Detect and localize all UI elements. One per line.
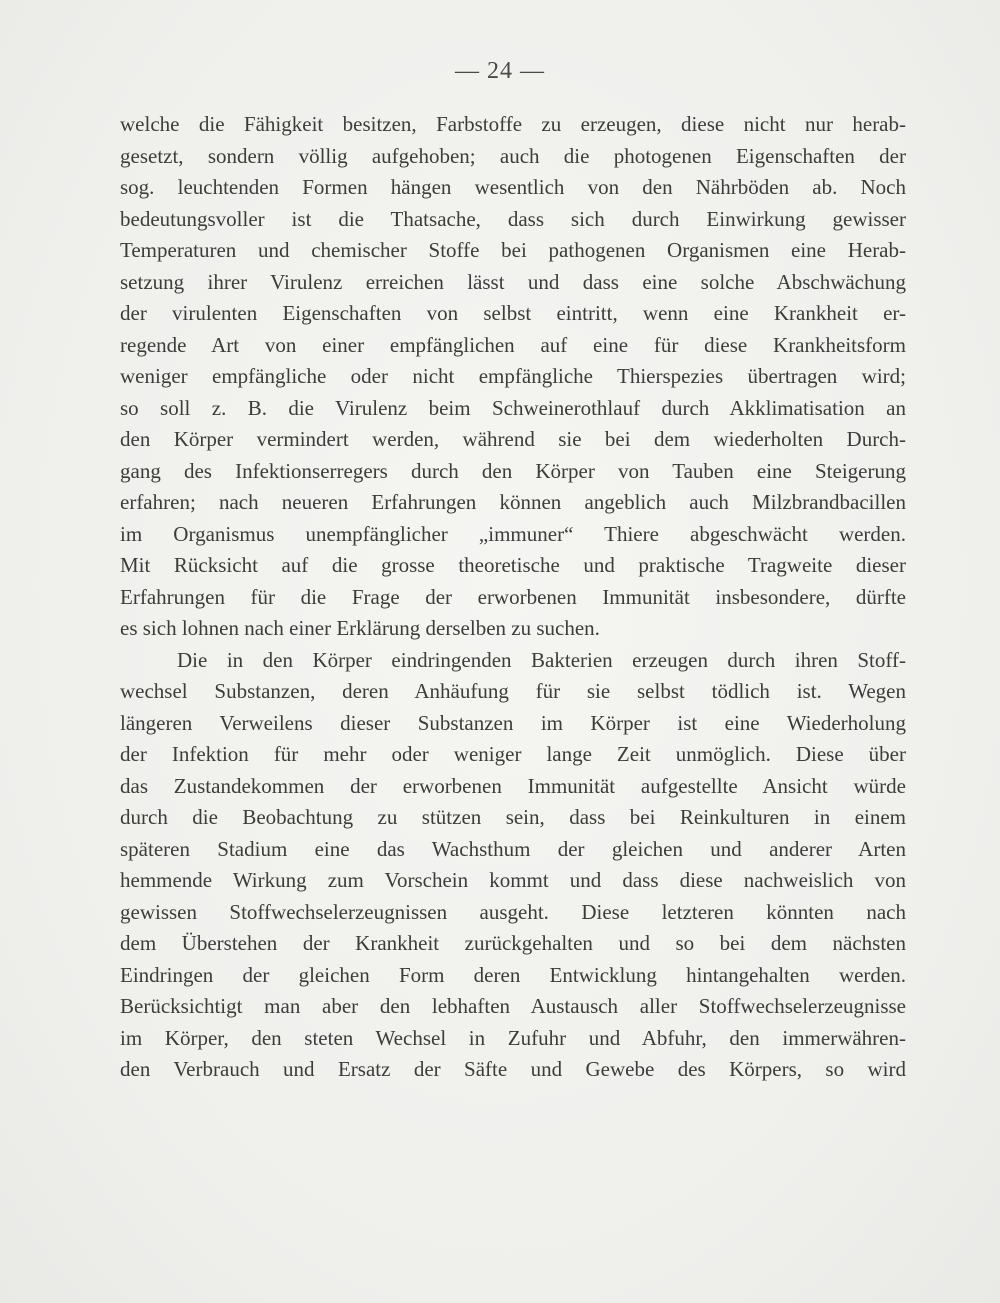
text-line: regende Art von einer empfänglichen auf eine für diese Krankheitsform	[120, 332, 906, 357]
text-line: der Infektion für mehr oder weniger lange Zeit unmöglich. Diese über	[120, 742, 906, 766]
paragraph-start-line: Die in den Körper eindringenden Bakterien erzeugen durch ihren Stoff-	[177, 647, 906, 672]
body-text	[120, 109, 906, 1086]
text-line: gesetzt, sondern völlig aufgehoben; auch die photogenen Eigenschaften der	[120, 143, 906, 168]
text-line: Eindringen der gleichen Form deren Entwicklung hintangehalten werden.	[120, 962, 906, 987]
text-line: den Körper vermindert werden, während sie bei dem wiederholten Durch-	[120, 427, 906, 451]
text-line: wechsel Substanzen, deren Anhäufung für sie selbst tödlich ist. Wegen	[120, 679, 906, 703]
text-line: der virulenten Eigenschaften von selbst eintritt, wenn eine Krankheit er-	[120, 301, 906, 325]
text-line: späteren Stadium eine das Wachsthum der gleichen und anderer Arten	[120, 836, 906, 861]
text-line: hemmende Wirkung zum Vorschein kommt und dass diese nachweislich von	[120, 868, 906, 892]
text-line: dem Überstehen der Krankheit zurückgehalten und so bei dem nächsten	[120, 931, 906, 955]
text-line: weniger empfängliche oder nicht empfängliche Thierspezies übertragen wird;	[120, 364, 906, 388]
text-line: Mit Rücksicht auf die grosse theoretische und praktische Tragweite dieser	[120, 553, 906, 577]
text-line: Temperaturen und chemischer Stoffe bei pathogenen Organismen eine Herab-	[120, 238, 906, 262]
text-line: im Organismus unempfänglicher „immuner“ Thiere abgeschwächt werden.	[120, 521, 906, 546]
text-line: welche die Fähigkeit besitzen, Farbstoffe zu erzeugen, diese nicht nur herab-	[120, 112, 906, 136]
text-line: den Verbrauch und Ersatz der Säfte und Gewebe des Körpers, so wird	[120, 1057, 906, 1081]
text-line: setzung ihrer Virulenz erreichen lässt und dass eine solche Abschwächung	[120, 269, 906, 294]
text-line: im Körper, den steten Wechsel in Zufuhr und Abfuhr, den immerwähren-	[120, 1025, 906, 1050]
text-line: Erfahrungen für die Frage der erworbenen Immunität insbesondere, dürfte	[120, 584, 906, 609]
text-line: das Zustandekommen der erworbenen Immunität aufgestellte Ansicht würde	[120, 773, 906, 798]
text-line: gewissen Stoffwechselerzeugnissen ausgeht. Diese letzteren könnten nach	[120, 899, 906, 924]
text-line: gang des Infektionserregers durch den Körper von Tauben eine Steigerung	[120, 458, 906, 483]
paragraph-end-line: es sich lohnen nach einer Erklärung derselben zu suchen.	[120, 616, 600, 640]
text-line: sog. leuchtenden Formen hängen wesentlich von den Nährböden ab. Noch	[120, 175, 906, 199]
text-line: so soll z. B. die Virulenz beim Schweinerothlauf durch Akklimatisation an	[120, 395, 906, 420]
text-line: durch die Beobachtung zu stützen sein, dass bei Reinkulturen in einem	[120, 805, 906, 829]
page-number: — 24 —	[455, 58, 545, 84]
text-line: längeren Verweilens dieser Substanzen im Körper ist eine Wiederholung	[120, 710, 906, 735]
text-line: Berücksichtigt man aber den lebhaften Austausch aller Stoffwechselerzeugnisse	[120, 994, 906, 1018]
text-line: bedeutungsvoller ist die Thatsache, dass sich durch Einwirkung gewisser	[120, 206, 906, 231]
text-line: erfahren; nach neueren Erfahrungen können angeblich auch Milzbrandbacillen	[120, 490, 906, 514]
